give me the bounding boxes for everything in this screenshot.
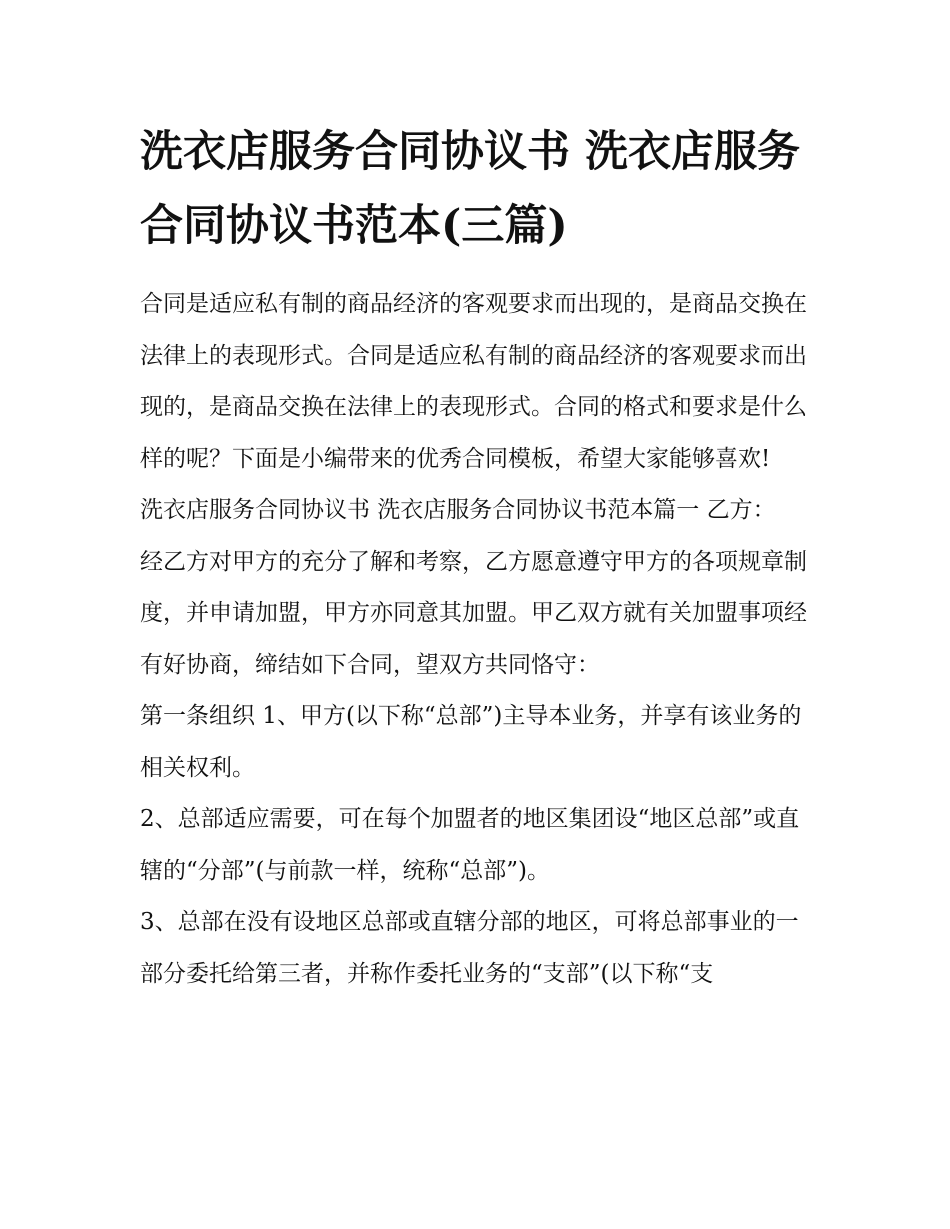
preamble-paragraph: 经乙方对甲方的充分了解和考察，乙方愿意遵守甲方的各项规章制度，并申请加盟，甲方亦同意其加盟。甲乙双方就有关加盟事项经有好协商，缔结如下合同，望双方共同恪守： [140,548,807,678]
article-1-clause-2: 2、总部适应需要，可在每个加盟者的地区集团设“地区总部”或直辖的“分部”(与前款一样，统称“总部”)。 [140,806,800,884]
article-1-paragraph: 第一条组织 1、甲方(以下称“总部”)主导本业务，并享有该业务的相关权利。 [140,703,802,781]
document-page [140,115,820,1000]
document-title: 洗衣店服务合同协议书 洗衣店服务合同协议书范本(三篇) [140,127,800,251]
article-1-clause-3: 3、总部在没有设地区总部或直辖分部的地区，可将总部事业的一部分委托给第三者，并称作委托业务的“支部”(以下称“支 [140,909,799,987]
section-heading-paragraph: 洗衣店服务合同协议书 洗衣店服务合同协议书范本篇一 乙方： [140,497,776,523]
intro-paragraph: 合同是适应私有制的商品经济的客观要求而出现的，是商品交换在法律上的表现形式。合同是适应私有制的商品经济的客观要求而出现的，是商品交换在法律上的表现形式。合同的格式和要求是什么样的呢？下面是小编带来的优秀合同模板，希望大家能够喜欢! [140,291,807,472]
